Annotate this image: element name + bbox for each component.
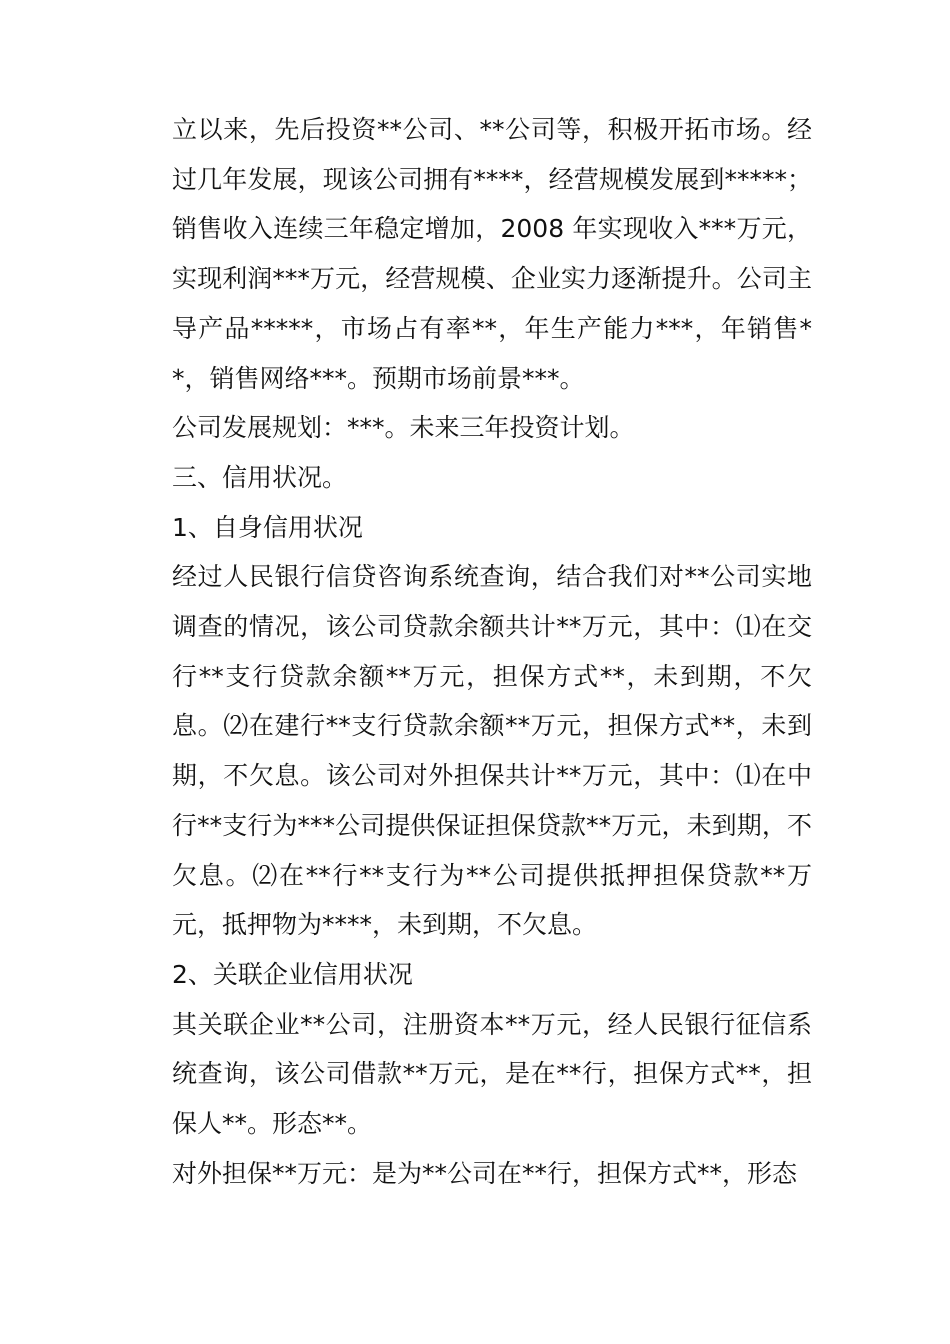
paragraph-own-credit: 经过人民银行信贷咨询系统查询，结合我们对**公司实地调查的情况，该公司贷款余额共计**万元，其中：⑴在交行**支行贷款余额**万元，担保方式**，未到期，不欠息。⑵在建行**支行贷款余额**万元，担保方式**，未到期，不欠息。该公司对外担保共计**万元，其中：⑴在中行**支行为***公司提供保证担保贷款**万元，未到期，不欠息。⑵在**行**支行为**公司提供抵押担保贷款**万元，抵押物为****，未到期，不欠息。: [172, 562, 812, 940]
document-body: [172, 105, 812, 1198]
paragraph-external-guarantee: 对外担保**万元：是为**公司在**行，担保方式**，形态: [172, 1158, 798, 1188]
heading-credit-status: 三、信用状况。: [172, 462, 348, 492]
paragraph-company-overview: 立以来，先后投资**公司、**公司等，积极开拓市场。经过几年发展，现该公司拥有****，经营规模发展到*****；销售收入连续三年稳定增加，2008 年实现收入***万元，实现利润***万元，经营规模、企业实力逐渐提升。公司主导产品*****，市场占有率**，年生产能力***，年销售**，销售网络***。预期市场前景***。: [172, 115, 812, 393]
heading-own-credit: 1、自身信用状况: [172, 512, 363, 542]
paragraph-development-plan: 公司发展规划：***。未来三年投资计划。: [172, 413, 635, 443]
heading-affiliate-credit: 2、关联企业信用状况: [172, 959, 413, 989]
paragraph-affiliate-credit: 其关联企业**公司，注册资本**万元，经人民银行征信系统查询，该公司借款**万元，是在**行，担保方式**，担保人**。形态**。: [172, 1009, 812, 1139]
